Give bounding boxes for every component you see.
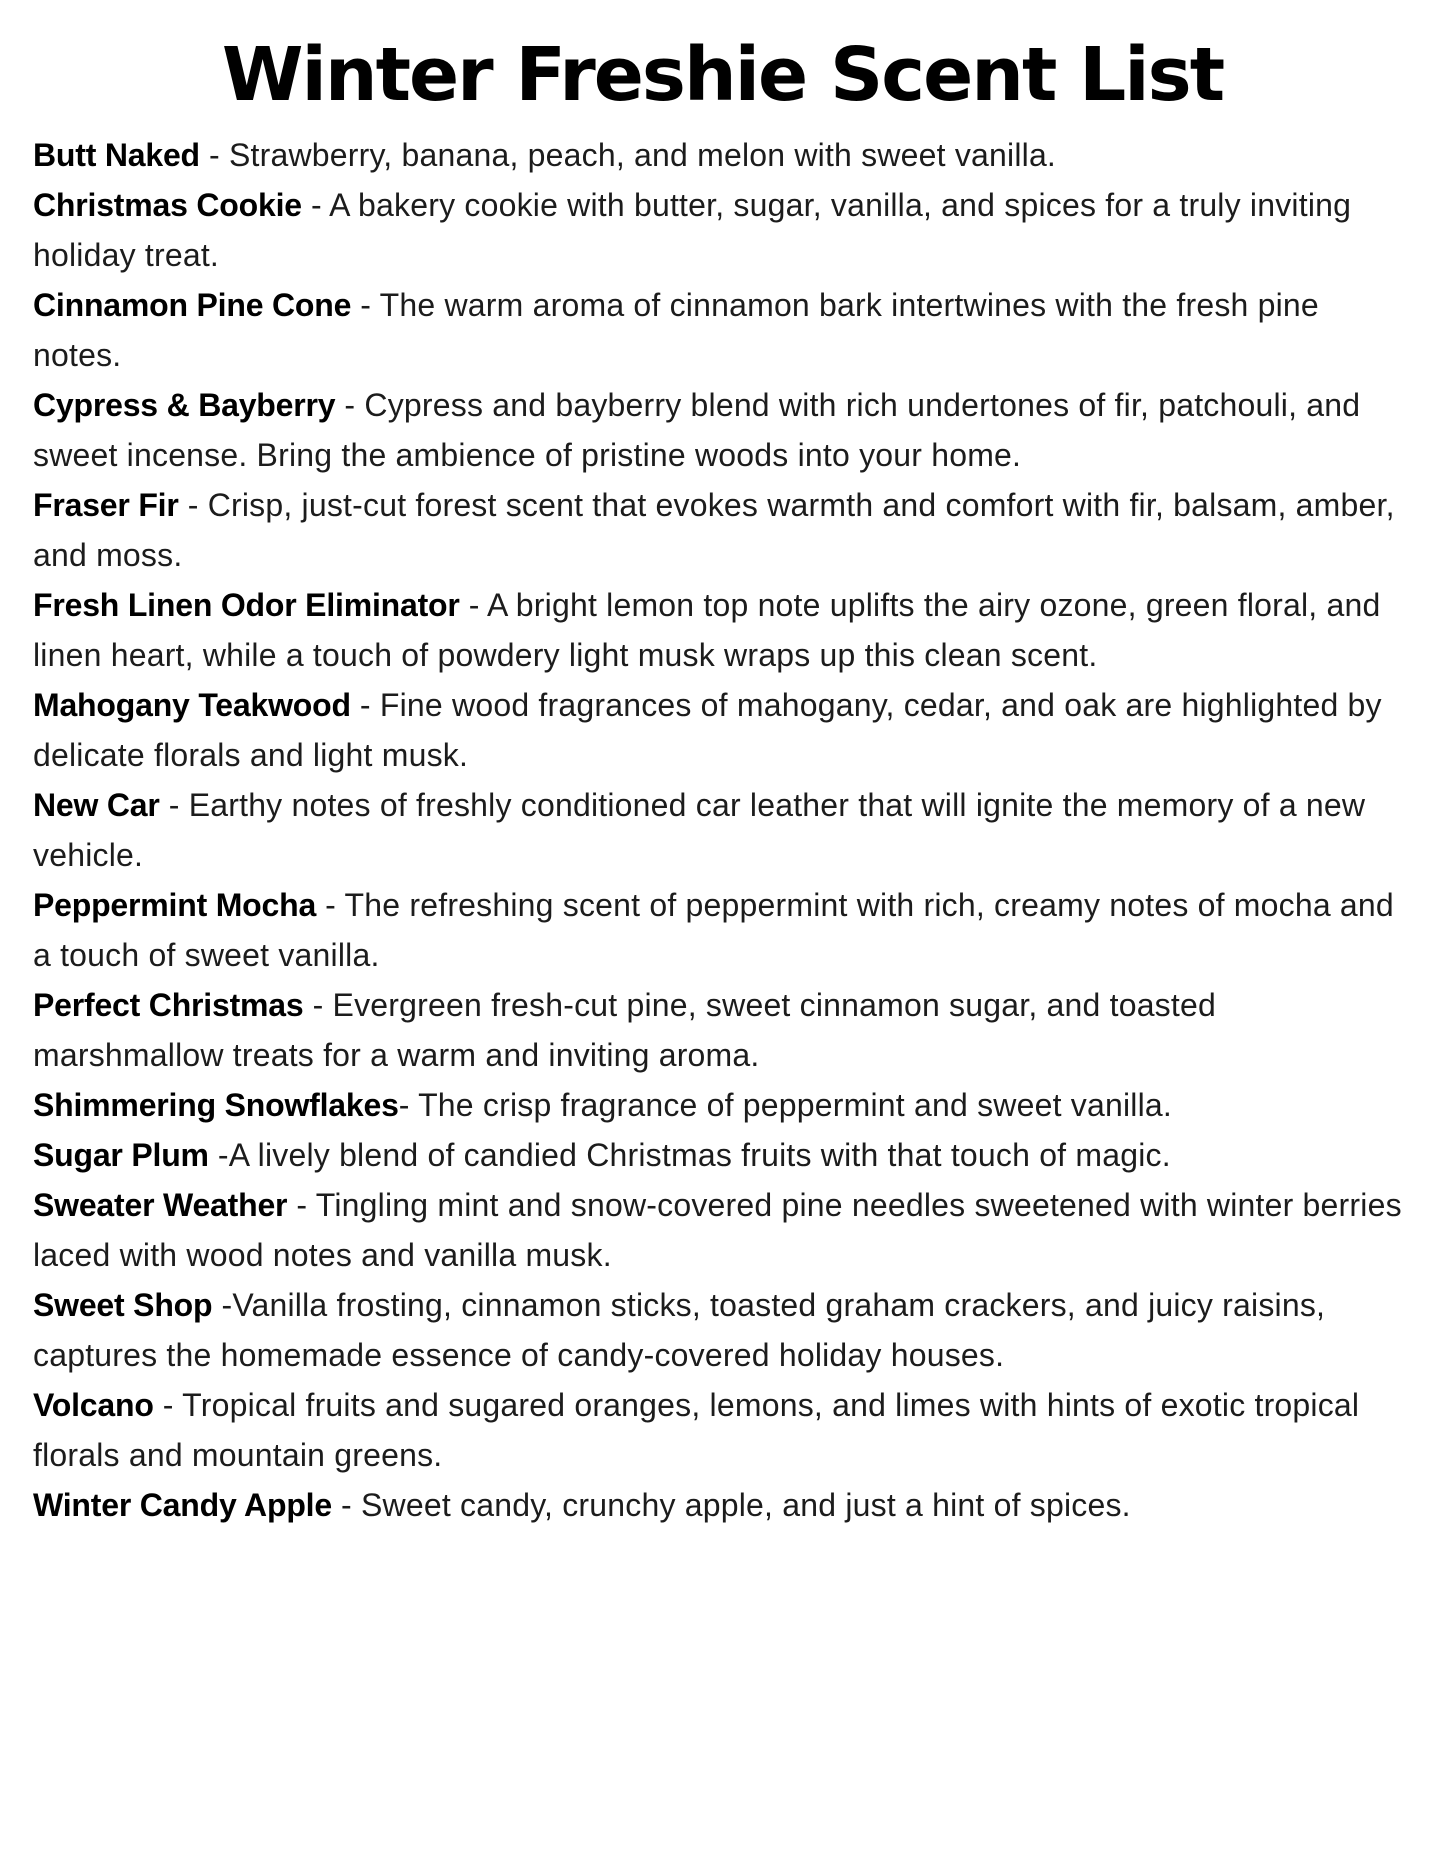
scent-description: Earthy notes of freshly conditioned car leather that will ignite the memory of a new vehicle. xyxy=(33,787,1366,873)
scent-name: Mahogany Teakwood xyxy=(33,687,351,723)
scent-separator: - xyxy=(153,1387,183,1423)
scent-description: The crisp fragrance of peppermint and sweet vanilla. xyxy=(418,1087,1172,1123)
page-title: Winter Freshie Scent List xyxy=(221,32,1224,118)
scent-name: Cinnamon Pine Cone xyxy=(33,287,352,323)
scent-separator: - xyxy=(351,287,380,323)
scent-description: Evergreen fresh-cut pine, sweet cinnamon sugar, and toasted marshmallow treats for a warm and inviting aroma. xyxy=(33,987,1216,1073)
scent-item xyxy=(33,780,1412,880)
scent-separator: - xyxy=(208,1137,229,1173)
scent-separator: - xyxy=(287,1187,316,1223)
scent-separator: - xyxy=(335,387,365,423)
scent-name: Sugar Plum xyxy=(33,1137,209,1173)
scent-item xyxy=(33,580,1412,680)
scent-item xyxy=(33,880,1412,980)
scent-item xyxy=(33,1080,1412,1130)
scent-description: A lively blend of candied Christmas fruits with that touch of magic. xyxy=(228,1137,1171,1173)
scent-item xyxy=(33,280,1412,380)
scent-separator: - xyxy=(212,1287,233,1323)
scent-name: Fresh Linen Odor Eliminator xyxy=(33,587,460,623)
scent-name: Sweet Shop xyxy=(33,1287,213,1323)
scent-item xyxy=(33,130,1412,180)
scent-description: The warm aroma of cinnamon bark intertwines with the fresh pine notes. xyxy=(33,287,1319,373)
scent-description: The refreshing scent of peppermint with rich, creamy notes of mocha and a touch of sweet vanilla. xyxy=(33,887,1394,973)
scent-name: Shimmering Snowflakes xyxy=(33,1087,399,1123)
scent-separator: - xyxy=(316,887,345,923)
scent-description: A bright lemon top note uplifts the airy ozone, green floral, and linen heart, while a touch of powdery light musk wraps up this clean scent. xyxy=(33,587,1381,673)
scent-item xyxy=(33,1380,1412,1480)
scent-name: New Car xyxy=(33,787,160,823)
scent-separator: - xyxy=(303,987,333,1023)
scent-separator: - xyxy=(350,687,380,723)
scent-separator: - xyxy=(199,137,229,173)
scent-description: Cypress and bayberry blend with rich undertones of fir, patchouli, and sweet incense. Bring the ambience of pristine woods into your home. xyxy=(33,387,1361,473)
scent-name: Butt Naked xyxy=(33,137,200,173)
scent-item xyxy=(33,680,1412,780)
scent-description: Tropical fruits and sugared oranges, lemons, and limes with hints of exotic tropical florals and mountain greens. xyxy=(33,1387,1360,1473)
scent-name: Perfect Christmas xyxy=(33,987,304,1023)
scent-name: Cypress & Bayberry xyxy=(33,387,336,423)
scent-description: Tingling mint and snow-covered pine needles sweetened with winter berries laced with wood notes and vanilla musk. xyxy=(33,1187,1402,1273)
scent-name: Christmas Cookie xyxy=(33,187,302,223)
scent-description: Strawberry, banana, peach, and melon with sweet vanilla. xyxy=(228,137,1057,173)
scent-name: Fraser Fir xyxy=(33,487,179,523)
scent-separator: - xyxy=(331,1487,361,1523)
scent-separator: - xyxy=(459,587,487,623)
scent-item xyxy=(33,980,1412,1080)
scent-separator: - xyxy=(301,187,330,223)
scent-description: Sweet candy, crunchy apple, and just a hint of spices. xyxy=(361,1487,1131,1523)
scent-item xyxy=(33,1180,1412,1280)
scent-name: Sweater Weather xyxy=(33,1187,288,1223)
scent-item xyxy=(33,1280,1412,1380)
scent-separator: - xyxy=(159,787,189,823)
scent-description: Vanilla frosting, cinnamon sticks, toasted graham crackers, and juicy raisins, captures the homemade essence of candy-covered holiday houses. xyxy=(33,1287,1326,1373)
scent-item xyxy=(33,1480,1412,1530)
scent-description: Fine wood fragrances of mahogany, cedar, and oak are highlighted by delicate florals and light musk. xyxy=(33,687,1382,773)
scent-description: Crisp, just-cut forest scent that evokes warmth and comfort with fir, balsam, amber, and moss. xyxy=(33,487,1395,573)
scent-item xyxy=(33,180,1412,280)
scent-name: Volcano xyxy=(33,1387,154,1423)
scent-name: Peppermint Mocha xyxy=(33,887,317,923)
scent-list xyxy=(33,130,1412,1530)
scent-item xyxy=(33,380,1412,480)
scent-item xyxy=(33,480,1412,580)
scent-separator: - xyxy=(178,487,208,523)
scent-separator: - xyxy=(398,1087,419,1123)
scent-description: A bakery cookie with butter, sugar, vanilla, and spices for a truly inviting holiday treat. xyxy=(33,187,1352,273)
scent-item xyxy=(33,1130,1412,1180)
scent-name: Winter Candy Apple xyxy=(33,1487,332,1523)
